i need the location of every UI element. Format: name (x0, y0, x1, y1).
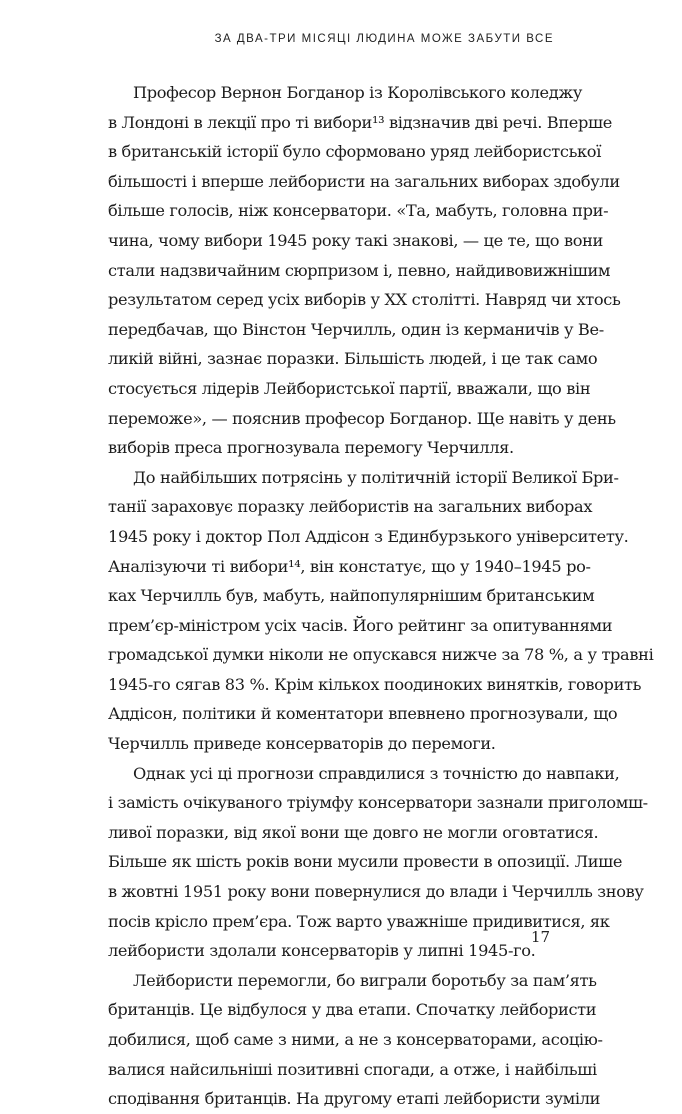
text-line: посів крісло прем’єра. Тож варто уважніше придивитися, як (108, 911, 610, 931)
text-line: більше голосів, ніж консерватори. «Та, мабуть, головна при- (108, 201, 609, 221)
text-line: стосується лідерів Лейбористської партії, вважали, що він (108, 378, 591, 398)
text-line: До найбільших потрясінь у політичній історії Великої Бри- (133, 467, 619, 487)
body-text (108, 78, 654, 1114)
text-line: Професор Вернон Богданор із Королівського коледжу (133, 83, 583, 102)
text-line: ливої поразки, від якої вони ще довго не могли оговтатися. (108, 822, 599, 842)
text-line: прем’єр-міністром усіх часів. Його рейтинг за опитуваннями (108, 615, 613, 635)
text-line: виборів преса прогнозувала перемогу Черчилля. (108, 438, 514, 458)
text-line: стали надзвичайним сюрпризом і, певно, найдивовижнішим (108, 260, 611, 280)
text-line: Більше як шість років вони мусили провести в опозиції. Лише (108, 852, 623, 872)
page-number: 17 (531, 928, 551, 946)
text-line: чина, чому вибори 1945 року такі знакові, — це те, що вони (108, 230, 603, 250)
text-line: Лейбористи перемогли, бо виграли боротьбу за пам’ять (133, 970, 597, 990)
text-line: 1945-го сягав 83 %. Крім кількох поодиноких винятків, говорить (108, 674, 642, 694)
text-line: Однак усі ці прогнози справдилися з точністю до навпаки, (133, 763, 620, 783)
text-line: в британській історії було сформовано уряд лейбористської (108, 142, 602, 162)
text-line: лейбористи здолали консерваторів у липні 1945-го. (108, 941, 536, 961)
text-line: британців. Це відбулося у два етапи. Спочатку лейбористи (108, 1000, 597, 1020)
text-line: більшості і вперше лейбористи на загальних виборах здобули (108, 171, 620, 191)
text-line: Аналізуючи ті вибори¹⁴, він констатує, що у 1940–1945 ро- (108, 556, 591, 576)
text-line: добилися, щоб саме з ними, а не з консерваторами, асоцію- (108, 1030, 603, 1049)
text-line: Черчилль приведе консерваторів до перемоги. (108, 734, 496, 754)
running-title: ЗА ДВА-ТРИ МІСЯЦІ ЛЮДИНА МОЖЕ ЗАБУТИ ВСЕ (214, 33, 554, 45)
text-line: і замість очікуваного тріумфу консерватори зазнали приголомш- (108, 793, 648, 813)
text-line: результатом серед усіх виборів у XX столітті. Навряд чи хтось (108, 290, 621, 310)
text-line: переможе», — пояснив професор Богданор. Ще навіть у день (108, 408, 616, 428)
text-line: ликій війні, зазнає поразки. Більшість людей, і це так само (108, 349, 598, 369)
text-line: валися найсильніші позитивні спогади, а отже, і найбільші (108, 1059, 597, 1079)
text-line: ках Черчилль був, мабуть, найпопулярнішим британським (108, 586, 595, 606)
text-line: сподівання британців. На другому етапі лейбористи зуміли (108, 1089, 601, 1109)
text-line: танії зараховує поразку лейбористів на загальних виборах (108, 497, 593, 517)
text-line: в жовтні 1951 року вони повернулися до влади і Черчилль знову (108, 882, 644, 902)
text-line: громадської думки ніколи не опускався нижче за 78 %, а у травні (108, 645, 654, 665)
text-line: Аддісон, політики й коментатори впевнено прогнозували, що (108, 704, 618, 724)
text-line: 1945 року і доктор Пол Аддісон з Единбурзького університету. (108, 526, 629, 546)
text-line: передбачав, що Вінстон Черчилль, один із керманичів у Ве- (108, 319, 604, 339)
text-line: в Лондоні в лекції про ті вибори¹³ відзначив дві речі. Вперше (108, 112, 612, 132)
